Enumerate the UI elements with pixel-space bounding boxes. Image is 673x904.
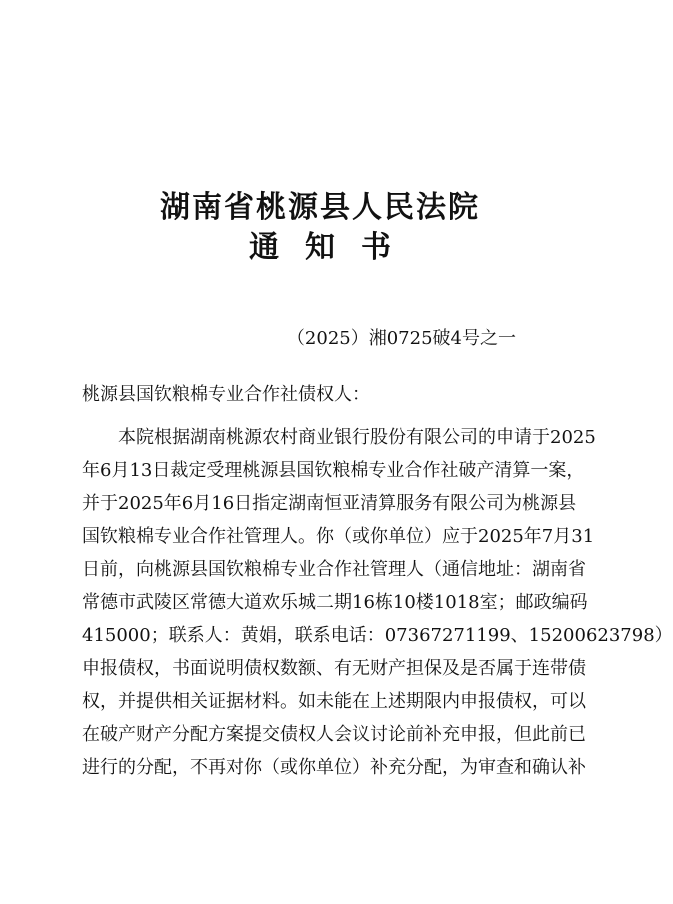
body-line: 申报债权，书面说明债权数额、有无财产担保及是否属于连带债 [82, 658, 586, 679]
body-line: 权，并提供相关证据材料。如未能在上述期限内申报债权，可以 [82, 691, 586, 712]
body-line: 进行的分配，不再对你（或你单位）补充分配，为审查和确认补 [82, 757, 586, 778]
body-line: 常德市武陵区常德大道欢乐城二期16栋10楼1018室；邮政编码 [82, 592, 588, 613]
body-line: 本院根据湖南桃源农村商业银行股份有限公司的申请于2025 [118, 427, 596, 448]
court-name-heading: 湖南省桃源县人民法院 [160, 190, 480, 225]
case-number: （2025）湘0725破4号之一 [286, 328, 516, 349]
body-line: 年6月13日裁定受理桃源县国钦粮棉专业合作社破产清算一案， [82, 460, 585, 481]
document-type-heading: 通知书 [249, 230, 417, 265]
notice-body [82, 421, 673, 784]
body-line: 日前，向桃源县国钦粮棉专业合作社管理人（通信地址：湖南省 [82, 559, 586, 580]
salutation: 桃源县国钦粮棉专业合作社债权人： [82, 384, 370, 405]
body-line: 在破产财产分配方案提交债权人会议讨论前补充申报，但此前已 [82, 724, 586, 745]
body-line: 415000；联系人：黄娟，联系电话：07367271199、15200623798） [82, 625, 673, 646]
body-line: 并于2025年6月16日指定湖南恒亚清算服务有限公司为桃源县 [82, 493, 577, 514]
body-line: 国钦粮棉专业合作社管理人。你（或你单位）应于2025年7月31 [82, 526, 595, 547]
